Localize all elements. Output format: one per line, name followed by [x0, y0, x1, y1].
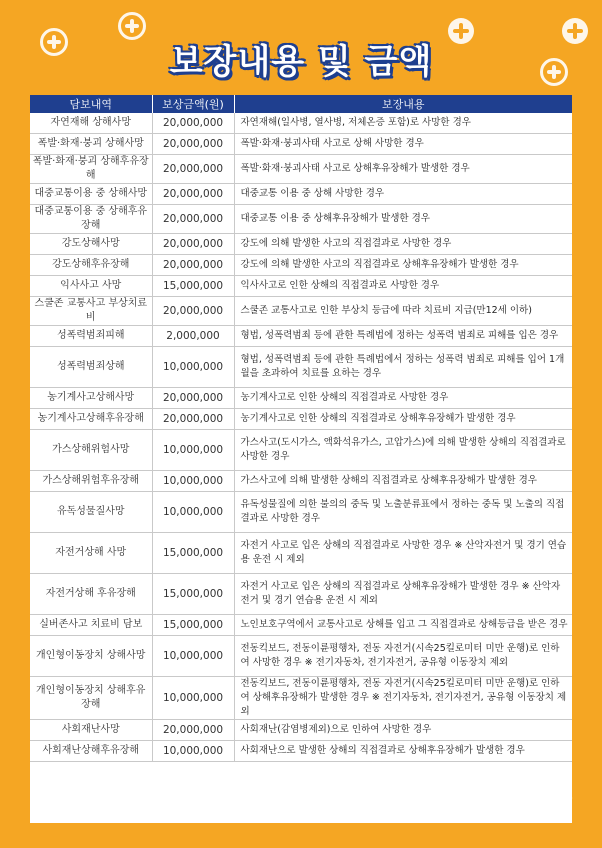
coverage-table-container	[30, 95, 572, 823]
table-row	[30, 388, 572, 409]
coverage-table	[30, 95, 572, 762]
coverage-description: 자연재해(일사병, 열사병, 저체온증 포함)로 사망한 경우	[234, 113, 572, 134]
coverage-description: 강도에 의해 발생한 사고의 직접결과로 상해후유장해가 발생한 경우	[234, 255, 572, 276]
table-row	[30, 184, 572, 205]
coverage-amount: 20,000,000	[152, 184, 234, 205]
coverage-amount: 10,000,000	[152, 471, 234, 492]
coverage-amount: 15,000,000	[152, 615, 234, 636]
coverage-description: 스쿨존 교통사고로 인한 부상치 등급에 따라 치료비 지급(만12세 이하)	[234, 297, 572, 326]
coverage-amount: 10,000,000	[152, 636, 234, 677]
header-amount: 보상금액(원)	[152, 95, 234, 113]
coverage-description: 가스사고에 의해 발생한 상해의 직접결과로 상해후유장해가 발생한 경우	[234, 471, 572, 492]
coverage-amount: 10,000,000	[152, 741, 234, 762]
coverage-amount: 20,000,000	[152, 297, 234, 326]
coverage-amount: 20,000,000	[152, 205, 234, 234]
coverage-amount: 10,000,000	[152, 430, 234, 471]
page-title: 보장내용 및 금액	[169, 42, 433, 82]
coverage-amount: 20,000,000	[152, 720, 234, 741]
table-row	[30, 255, 572, 276]
coverage-item: 사회재난상해후유장해	[30, 741, 152, 762]
coverage-item: 대중교통이용 중 상해후유장해	[30, 205, 152, 234]
table-row	[30, 134, 572, 155]
table-row	[30, 409, 572, 430]
coverage-item: 가스상해위험사망	[30, 430, 152, 471]
coverage-item: 개인형이동장치 상해사망	[30, 636, 152, 677]
coverage-description: 폭발·화재·붕괴사태 사고로 상해 사망한 경우	[234, 134, 572, 155]
coverage-amount: 15,000,000	[152, 533, 234, 574]
coverage-amount: 20,000,000	[152, 155, 234, 184]
coverage-description: 대중교통 이용 중 상해 사망한 경우	[234, 184, 572, 205]
coverage-description: 노인보호구역에서 교통사고로 상해를 입고 그 직접결과로 상해등급을 받은 경우	[234, 615, 572, 636]
table-row	[30, 297, 572, 326]
table-row	[30, 615, 572, 636]
coverage-item: 실버존사고 치료비 담보	[30, 615, 152, 636]
coverage-item: 개인형이동장치 상해후유장해	[30, 677, 152, 720]
coverage-item: 자연재해 상해사망	[30, 113, 152, 134]
coverage-description: 형법, 성폭력범죄 등에 관한 특례법에 정하는 성폭력 범죄로 피해를 입은 경우	[234, 326, 572, 347]
table-row	[30, 471, 572, 492]
coverage-item: 농기계사고상해후유장해	[30, 409, 152, 430]
coverage-description: 농기계사고로 인한 상해의 직접결과로 사망한 경우	[234, 388, 572, 409]
coverage-item: 강도상해후유장해	[30, 255, 152, 276]
coverage-description: 대중교통 이용 중 상해후유장해가 발생한 경우	[234, 205, 572, 234]
coverage-description: 가스사고(도시가스, 액화석유가스, 고압가스)에 의해 발생한 상해의 직접결과로 사망한 경우	[234, 430, 572, 471]
header-description: 보장내용	[234, 95, 572, 113]
watermark-text: 충북데일리	[482, 762, 541, 775]
coverage-item: 폭발·화재·붕괴 상해사망	[30, 134, 152, 155]
coverage-item: 스쿨존 교통사고 부상치료비	[30, 297, 152, 326]
coverage-description: 자전거 사고로 입은 상해의 직접결과로 상해후유장해가 발생한 경우 ※ 산악자전거 및 경기 연습용 운전 시 제외	[234, 574, 572, 615]
coverage-item: 대중교통이용 중 상해사망	[30, 184, 152, 205]
coverage-description: 전동킥보드, 전동이륜평행차, 전동 자전거(시속25킬로미터 미만 운행)로 인하여 상해후유장해가 발생한 경우 ※ 전기자동차, 전기자전거, 공유형 이동장치 제외	[234, 677, 572, 720]
coverage-amount: 15,000,000	[152, 276, 234, 297]
table-row	[30, 677, 572, 720]
coverage-amount: 10,000,000	[152, 347, 234, 388]
coverage-description: 농기계사고로 인한 상해의 직접결과로 상해후유장해가 발생한 경우	[234, 409, 572, 430]
coverage-item: 강도상해사망	[30, 234, 152, 255]
coverage-amount: 20,000,000	[152, 134, 234, 155]
table-row	[30, 720, 572, 741]
coverage-item: 사회재난사망	[30, 720, 152, 741]
coverage-amount: 10,000,000	[152, 492, 234, 533]
coverage-description: 형법, 성폭력범죄 등에 관한 특례법에서 정하는 성폭력 범죄로 피해를 입어 1개월을 초과하여 치료를 요하는 경우	[234, 347, 572, 388]
coverage-item: 유독성물질사망	[30, 492, 152, 533]
coverage-item: 성폭력범죄상해	[30, 347, 152, 388]
table-row	[30, 234, 572, 255]
table-row	[30, 574, 572, 615]
coverage-item: 성폭력범죄피해	[30, 326, 152, 347]
coverage-description: 폭발·화재·붕괴사태 사고로 상해후유장해가 발생한 경우	[234, 155, 572, 184]
coverage-item: 자전거상해 후유장해	[30, 574, 152, 615]
coverage-description: 강도에 의해 발생한 사고의 직접결과로 사망한 경우	[234, 234, 572, 255]
coverage-amount: 10,000,000	[152, 677, 234, 720]
coverage-item: 가스상해위험후유장해	[30, 471, 152, 492]
table-row	[30, 492, 572, 533]
coverage-amount: 20,000,000	[152, 113, 234, 134]
coverage-amount: 2,000,000	[152, 326, 234, 347]
coverage-item: 익사사고 사망	[30, 276, 152, 297]
table-row	[30, 741, 572, 762]
coverage-description: 자전거 사고로 입은 상해의 직접결과로 사망한 경우 ※ 산악자전거 및 경기 연습용 운전 시 제외	[234, 533, 572, 574]
coverage-item: 폭발·화재·붕괴 상해후유장해	[30, 155, 152, 184]
coverage-amount: 20,000,000	[152, 409, 234, 430]
header-item: 담보내역	[30, 95, 152, 113]
coverage-description: 전동킥보드, 전동이륜평행차, 전동 자전거(시속25킬로미터 미만 운행)로 인하여 사망한 경우 ※ 전기자동차, 전기자전거, 공유형 이동장치 제외	[234, 636, 572, 677]
table-row	[30, 155, 572, 184]
coverage-description: 사회재난으로 발생한 상해의 직접결과로 상해후유장해가 발생한 경우	[234, 741, 572, 762]
table-row	[30, 276, 572, 297]
coverage-description: 익사사고로 인한 상해의 직접결과로 사망한 경우	[234, 276, 572, 297]
watermark	[470, 760, 590, 830]
watermark-logo: CBD	[476, 774, 573, 825]
coverage-item: 자전거상해 사망	[30, 533, 152, 574]
table-row	[30, 326, 572, 347]
coverage-amount: 20,000,000	[152, 388, 234, 409]
table-row	[30, 347, 572, 388]
coverage-description: 사회재난(감염병제외)으로 인하여 사망한 경우	[234, 720, 572, 741]
table-row	[30, 430, 572, 471]
coverage-amount: 20,000,000	[152, 234, 234, 255]
coverage-amount: 20,000,000	[152, 255, 234, 276]
table-row	[30, 533, 572, 574]
coverage-item: 농기계사고상해사망	[30, 388, 152, 409]
coverage-amount: 15,000,000	[152, 574, 234, 615]
coverage-description: 유독성물질에 의한 불의의 중독 및 노출분류표에서 정하는 중독 및 노출의 직접결과로 사망한 경우	[234, 492, 572, 533]
table-row	[30, 205, 572, 234]
table-row	[30, 636, 572, 677]
table-row	[30, 113, 572, 134]
